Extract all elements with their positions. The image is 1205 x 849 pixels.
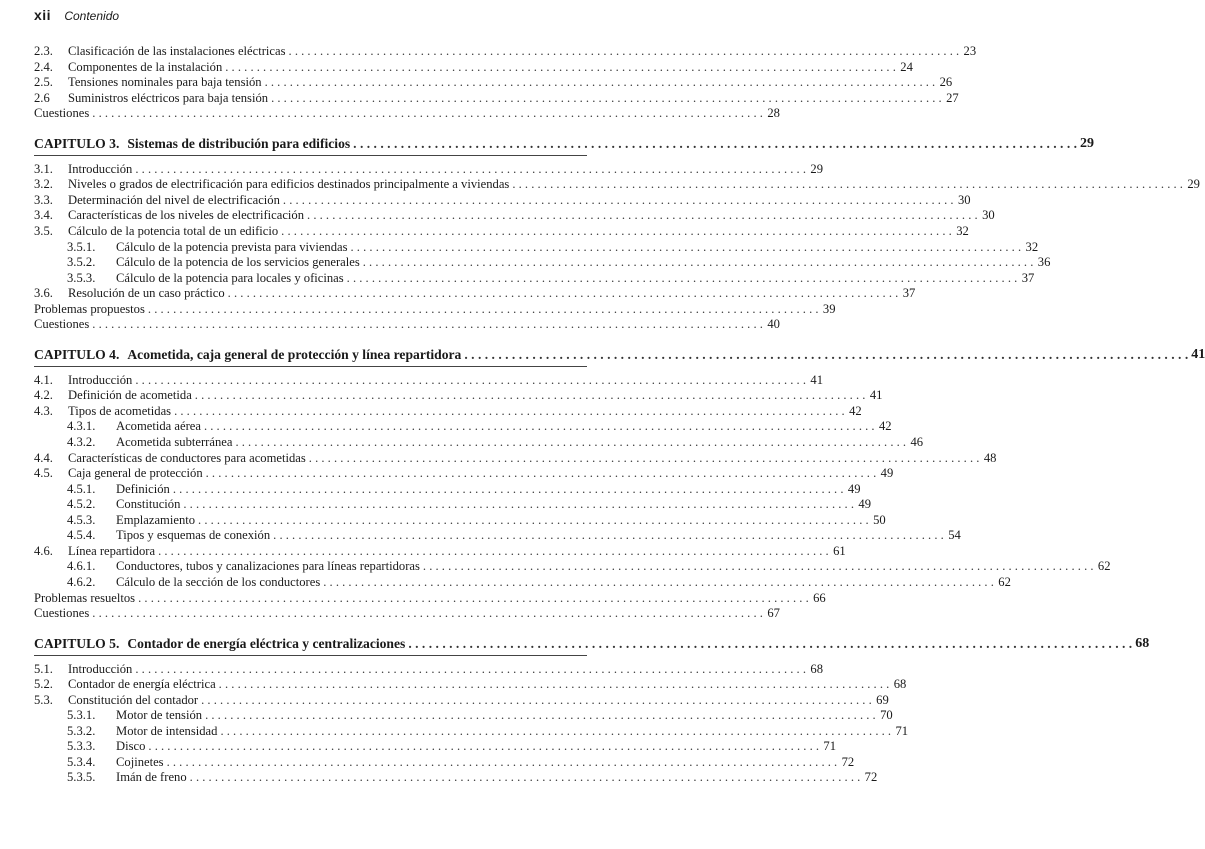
entry-page-number: 30	[957, 192, 971, 207]
entry-title: Clasificación de las instalaciones eléctricas	[68, 44, 286, 58]
dot-leader	[195, 388, 866, 402]
entry-page-number: 49	[880, 466, 894, 481]
toc-subentry	[67, 754, 855, 769]
toc-subentry	[67, 723, 909, 738]
toc-entry	[34, 192, 971, 207]
toc-subentry	[67, 496, 871, 512]
toc-subentry	[67, 738, 837, 754]
entry-title: Cálculo de la potencia total de un edificio	[68, 223, 279, 238]
entry-number: 3.1.	[34, 161, 53, 176]
entry-page-number: 28	[767, 106, 780, 121]
entry-number: 2.6	[34, 90, 50, 105]
dot-leader	[220, 724, 891, 738]
entry-page-number: 27	[946, 90, 959, 105]
chapter-page-number: 29	[1080, 135, 1095, 151]
entry-title: Características de los niveles de electrificación	[68, 208, 305, 223]
dot-leader	[135, 162, 806, 176]
entry-number: 5.3.1.	[67, 708, 96, 723]
toc-entry	[34, 301, 836, 316]
entry-page-number: 37	[902, 286, 916, 301]
dot-leader	[464, 348, 1188, 362]
entry-title: Cálculo de la potencia de los servicios generales	[116, 255, 360, 270]
entry-title: Componentes de la instalación	[68, 59, 223, 74]
toc-entry	[34, 223, 969, 238]
toc-entry	[34, 161, 823, 176]
entry-page-number: 42	[878, 419, 892, 434]
chapter-heading	[34, 634, 1150, 651]
entry-title: Línea repartidora	[68, 543, 156, 558]
running-head-page-number: xii	[34, 7, 52, 23]
entry-title: Constitución	[116, 497, 181, 512]
entry-page-number: 49	[847, 481, 861, 496]
entry-title: Disco	[116, 739, 146, 754]
dot-leader	[281, 224, 952, 238]
toc-subentry	[67, 574, 1011, 589]
entry-page-number: 66	[813, 590, 826, 605]
toc-entry	[34, 372, 823, 387]
toc-subentry	[67, 512, 886, 527]
entry-number: 5.1.	[34, 661, 53, 676]
entry-title: Introducción	[68, 161, 133, 176]
dot-leader	[309, 451, 980, 465]
dot-leader	[347, 271, 1018, 285]
entry-title: Introducción	[68, 372, 133, 387]
entry-title: Emplazamiento	[116, 512, 196, 527]
toc-subentry	[67, 707, 893, 723]
entry-title: Niveles o grados de electrificación para edificios destinados principalmente a viviendas	[68, 177, 510, 192]
entry-page-number: 32	[1025, 239, 1039, 254]
entry-number: 4.6.2.	[67, 574, 96, 589]
entry-number: 4.5.2.	[67, 497, 96, 512]
entry-title: Problemas propuestos	[34, 301, 145, 316]
entry-number: 5.3.4.	[67, 754, 96, 769]
toc-entry	[34, 676, 907, 692]
entry-page-number: 40	[767, 317, 780, 332]
toc-entry	[34, 207, 995, 223]
toc-subentry	[67, 558, 1111, 574]
toc-subentry	[67, 527, 961, 543]
entry-page-number: 46	[910, 435, 924, 449]
toc-entry	[34, 661, 823, 676]
running-head	[34, 7, 119, 24]
dot-leader	[204, 419, 875, 433]
entry-page-number: 42	[849, 403, 862, 418]
entry-title: Tensiones nominales para baja tensión	[68, 75, 262, 90]
entry-title: Contador de energía eléctrica	[68, 677, 216, 692]
chapter-page-number: 41	[1191, 346, 1205, 362]
entry-page-number: 49	[858, 497, 871, 512]
entry-title: Imán de freno	[116, 770, 187, 785]
dot-leader	[271, 91, 942, 105]
entry-page-number: 30	[982, 208, 995, 223]
entry-page-number: 62	[1097, 559, 1111, 574]
entry-page-number: 72	[864, 770, 878, 785]
entry-title: Suministros eléctricos para baja tensión	[68, 90, 269, 105]
entry-number: 3.5.1.	[67, 239, 96, 254]
dot-leader	[235, 435, 906, 449]
entry-page-number: 32	[956, 223, 969, 238]
chapter-number: CAPITULO 5.	[34, 635, 120, 651]
chapter-title: Acometida, caja general de protección y línea repartidora	[127, 346, 462, 362]
entry-title: Acometida subterránea	[116, 435, 233, 449]
chapter-heading	[34, 345, 1205, 362]
dot-leader	[148, 302, 819, 316]
dot-leader	[228, 286, 899, 300]
toc-subentry	[67, 434, 924, 449]
entry-number: 4.3.	[34, 403, 53, 418]
entry-title: Cuestiones	[34, 106, 90, 121]
toc-entry	[34, 450, 997, 465]
dot-leader	[273, 528, 944, 542]
toc-entry	[34, 465, 894, 481]
dot-leader	[92, 606, 763, 620]
dot-leader	[206, 466, 877, 480]
entry-number: 4.5.	[34, 466, 53, 481]
entry-title: Constitución del contador	[68, 692, 199, 707]
dot-leader	[283, 193, 954, 207]
toc-subentry	[67, 769, 878, 785]
toc-entry	[34, 90, 959, 105]
entry-page-number: 62	[998, 574, 1011, 589]
chapter-page-number: 68	[1135, 635, 1150, 651]
dot-leader	[512, 177, 1183, 191]
entry-number: 5.3.	[34, 692, 53, 707]
dot-leader	[289, 44, 960, 58]
toc-entry	[34, 605, 780, 621]
toc-subentry	[67, 239, 1039, 254]
entry-title: Caja general de protección	[68, 466, 203, 481]
entry-page-number: 26	[939, 75, 953, 90]
entry-page-number: 54	[948, 528, 961, 543]
chapter-rule	[34, 366, 587, 367]
entry-number: 4.5.4.	[67, 528, 96, 543]
entry-number: 5.3.5.	[67, 770, 96, 785]
toc-entry	[34, 692, 889, 707]
entry-number: 3.5.	[34, 223, 53, 238]
chapter-title: Contador de energía eléctrica y centralizaciones	[127, 635, 406, 651]
entry-number: 4.1.	[34, 372, 53, 387]
entry-title: Acometida aérea	[116, 419, 201, 434]
dot-leader	[323, 575, 994, 589]
entry-number: 2.5.	[34, 75, 53, 90]
entry-number: 4.4.	[34, 450, 53, 465]
dot-leader	[205, 708, 876, 722]
entry-title: Características de conductores para acometidas	[68, 450, 306, 465]
entry-page-number: 68	[893, 677, 907, 692]
entry-page-number: 24	[900, 59, 913, 74]
entry-number: 4.5.3.	[67, 512, 96, 527]
entry-page-number: 29	[810, 161, 823, 176]
entry-page-number: 36	[1037, 255, 1051, 270]
dot-leader	[265, 75, 936, 89]
entry-page-number: 41	[810, 372, 823, 387]
chapter-rule	[34, 655, 587, 656]
dot-leader	[167, 755, 838, 769]
dot-leader	[351, 240, 1022, 254]
chapter-number: CAPITULO 4.	[34, 346, 120, 362]
entry-number: 4.3.2.	[67, 435, 96, 449]
entry-page-number: 72	[841, 754, 855, 769]
toc-entry	[34, 59, 913, 74]
entry-title: Definición de acometida	[68, 388, 192, 403]
entry-page-number: 39	[822, 301, 836, 316]
entry-number: 4.5.1.	[67, 481, 96, 496]
entry-page-number: 29	[1187, 177, 1200, 192]
entry-page-number: 23	[963, 44, 977, 58]
entry-title: Tipos de acometidas	[68, 403, 172, 418]
toc-subentry	[67, 418, 892, 434]
entry-title: Cálculo de la potencia para locales y oficinas	[116, 270, 344, 285]
entry-title: Resolución de un caso práctico	[68, 286, 225, 301]
entry-title: Cojinetes	[116, 754, 164, 769]
toc-entry	[34, 403, 862, 418]
toc-entry	[34, 543, 846, 558]
entry-page-number: 50	[873, 512, 886, 527]
entry-title: Motor de intensidad	[116, 723, 218, 738]
chapter-title: Sistemas de distribución para edificios	[127, 135, 351, 151]
toc-subentry	[67, 270, 1035, 285]
running-head-section: Contenido	[64, 9, 120, 23]
entry-number: 5.3.3.	[67, 739, 96, 754]
dot-leader	[183, 497, 854, 511]
entry-title: Conductores, tubos y canalizaciones para líneas repartidoras	[116, 559, 420, 574]
entry-page-number: 67	[767, 606, 780, 621]
dot-leader	[353, 137, 1077, 151]
entry-page-number: 37	[1021, 270, 1035, 285]
dot-leader	[174, 404, 845, 418]
entry-number: 3.5.3.	[67, 270, 96, 285]
entry-title: Determinación del nivel de electrificación	[68, 192, 280, 207]
entry-page-number: 71	[823, 739, 837, 754]
dot-leader	[198, 513, 869, 527]
entry-title: Cuestiones	[34, 606, 90, 621]
toc-entry	[34, 285, 916, 301]
entry-number: 4.6.1.	[67, 559, 96, 574]
entry-title: Introducción	[68, 661, 133, 676]
entry-number: 5.2.	[34, 677, 53, 692]
entry-page-number: 48	[983, 450, 997, 465]
dot-leader	[92, 106, 763, 120]
entry-title: Definición	[116, 481, 170, 496]
toc-subentry	[67, 481, 861, 496]
toc-entry	[34, 176, 1200, 192]
entry-title: Cálculo de la sección de los conductores	[116, 574, 321, 589]
entry-page-number: 68	[810, 661, 823, 676]
entry-number: 4.2.	[34, 388, 53, 403]
dot-leader	[307, 208, 978, 222]
entry-title: Cuestiones	[34, 317, 90, 332]
dot-leader	[423, 559, 1094, 573]
entry-number: 4.3.1.	[67, 419, 96, 434]
entry-title: Tipos y esquemas de conexión	[116, 528, 271, 543]
toc-entry	[34, 590, 826, 605]
dot-leader	[135, 662, 806, 676]
dot-leader	[138, 591, 809, 605]
dot-leader	[201, 693, 872, 707]
entry-page-number: 69	[876, 692, 889, 707]
entry-number: 3.3.	[34, 192, 53, 207]
entry-page-number: 41	[869, 388, 883, 403]
toc-entry	[34, 105, 780, 121]
dot-leader	[148, 739, 819, 753]
chapter-rule	[34, 155, 587, 156]
entry-page-number: 61	[833, 543, 846, 558]
entry-number: 2.3.	[34, 44, 53, 58]
entry-number: 5.3.2.	[67, 723, 96, 738]
entry-number: 3.4.	[34, 208, 53, 223]
chapter-number: CAPITULO 3.	[34, 135, 120, 151]
entry-number: 2.4.	[34, 59, 53, 74]
entry-title: Problemas resueltos	[34, 590, 136, 605]
entry-number: 3.2.	[34, 177, 53, 192]
toc-entry	[34, 43, 977, 58]
entry-number: 3.5.2.	[67, 255, 96, 270]
chapter-heading	[34, 134, 1095, 151]
dot-leader	[92, 317, 763, 331]
toc-entry	[34, 387, 883, 403]
dot-leader	[219, 677, 890, 691]
toc-entry	[34, 74, 953, 90]
dot-leader	[408, 637, 1132, 651]
entry-title: Motor de tensión	[116, 708, 203, 723]
entry-number: 4.6.	[34, 543, 53, 558]
dot-leader	[135, 373, 806, 387]
toc-subentry	[67, 254, 1051, 270]
entry-page-number: 71	[895, 723, 909, 738]
entry-number: 3.6.	[34, 286, 53, 301]
dot-leader	[173, 482, 844, 496]
dot-leader	[158, 544, 829, 558]
entry-page-number: 70	[880, 708, 893, 723]
entry-title: Cálculo de la potencia prevista para viviendas	[116, 239, 348, 254]
dot-leader	[190, 770, 861, 784]
dot-leader	[225, 60, 896, 74]
dot-leader	[363, 255, 1034, 269]
toc-entry	[34, 316, 780, 332]
